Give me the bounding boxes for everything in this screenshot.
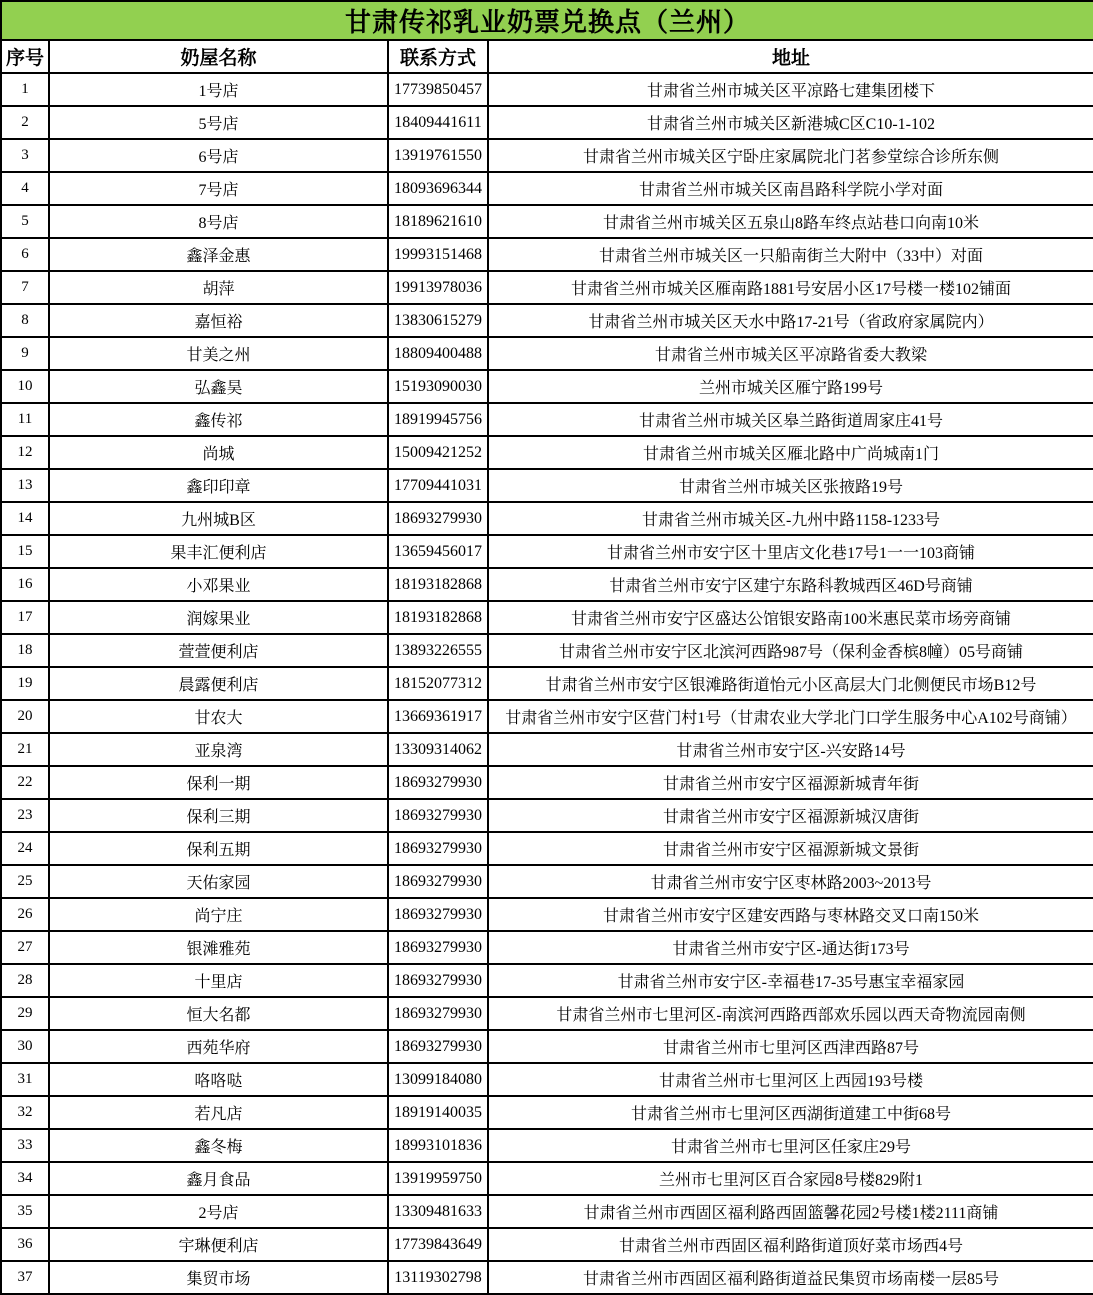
- table-row: [1, 931, 1093, 964]
- cell-phone: 18693279930: [388, 832, 488, 865]
- cell-phone: 18093696344: [388, 172, 488, 205]
- table-row: [1, 1261, 1093, 1294]
- cell-index: 17: [1, 601, 49, 634]
- cell-address: 甘肃省兰州市安宁区北滨河西路987号（保利金香槟8幢）05号商铺: [488, 634, 1093, 667]
- cell-phone: 18189621610: [388, 205, 488, 238]
- cell-phone: 18693279930: [388, 931, 488, 964]
- cell-name: 西苑华府: [49, 1030, 388, 1063]
- cell-address: 甘肃省兰州市城关区张掖路19号: [488, 469, 1093, 502]
- cell-address: 甘肃省兰州市七里河区上西园193号楼: [488, 1063, 1093, 1096]
- table-row: [1, 304, 1093, 337]
- table-row: [1, 997, 1093, 1030]
- cell-address: 甘肃省兰州市安宁区福源新城青年街: [488, 766, 1093, 799]
- cell-phone: 19913978036: [388, 271, 488, 304]
- cell-address: 甘肃省兰州市安宁区营门村1号（甘肃农业大学北门口学生服务中心A102号商铺）: [488, 700, 1093, 733]
- cell-phone: 15193090030: [388, 370, 488, 403]
- cell-address: 甘肃省兰州市城关区雁北路中广尚城南1门: [488, 436, 1093, 469]
- cell-name: 保利一期: [49, 766, 388, 799]
- cell-address: 甘肃省兰州市城关区平凉路省委大教梁: [488, 337, 1093, 370]
- cell-index: 24: [1, 832, 49, 865]
- table-row: [1, 865, 1093, 898]
- table-row: [1, 172, 1093, 205]
- cell-address: 甘肃省兰州市城关区宁卧庄家属院北门茗参堂综合诊所东侧: [488, 139, 1093, 172]
- cell-address: 甘肃省兰州市城关区皋兰路街道周家庄41号: [488, 403, 1093, 436]
- table-row: [1, 238, 1093, 271]
- table-row: [1, 601, 1093, 634]
- cell-phone: 13309481633: [388, 1195, 488, 1228]
- cell-name: 小邓果业: [49, 568, 388, 601]
- cell-index: 14: [1, 502, 49, 535]
- cell-index: 9: [1, 337, 49, 370]
- cell-phone: 18152077312: [388, 667, 488, 700]
- table-row: [1, 1063, 1093, 1096]
- cell-phone: 17739843649: [388, 1228, 488, 1261]
- title-row: [1, 1, 1093, 40]
- cell-address: 甘肃省兰州市城关区新港城C区C10-1-102: [488, 106, 1093, 139]
- cell-phone: 18919945756: [388, 403, 488, 436]
- cell-index: 20: [1, 700, 49, 733]
- cell-address: 甘肃省兰州市安宁区福源新城汉唐街: [488, 799, 1093, 832]
- cell-index: 25: [1, 865, 49, 898]
- cell-name: 嘉恒裕: [49, 304, 388, 337]
- cell-name: 7号店: [49, 172, 388, 205]
- table-row: [1, 535, 1093, 568]
- table-row: [1, 700, 1093, 733]
- table-body: [1, 73, 1093, 1294]
- cell-phone: 13119302798: [388, 1261, 488, 1294]
- cell-index: 32: [1, 1096, 49, 1129]
- cell-index: 4: [1, 172, 49, 205]
- cell-index: 27: [1, 931, 49, 964]
- cell-address: 甘肃省兰州市七里河区任家庄29号: [488, 1129, 1093, 1162]
- cell-index: 34: [1, 1162, 49, 1195]
- cell-address: 甘肃省兰州市安宁区建宁东路科教城西区46D号商铺: [488, 568, 1093, 601]
- cell-index: 13: [1, 469, 49, 502]
- table-row: [1, 1228, 1093, 1261]
- cell-name: 尚城: [49, 436, 388, 469]
- table-row: [1, 1096, 1093, 1129]
- cell-name: 5号店: [49, 106, 388, 139]
- cell-index: 15: [1, 535, 49, 568]
- col-header-address: 地址: [488, 40, 1093, 73]
- table-row: [1, 667, 1093, 700]
- cell-phone: 18993101836: [388, 1129, 488, 1162]
- cell-name: 弘鑫昊: [49, 370, 388, 403]
- cell-name: 保利五期: [49, 832, 388, 865]
- cell-index: 7: [1, 271, 49, 304]
- cell-index: 37: [1, 1261, 49, 1294]
- cell-index: 28: [1, 964, 49, 997]
- cell-address: 甘肃省兰州市城关区一只船南街兰大附中（33中）对面: [488, 238, 1093, 271]
- cell-name: 天佑家园: [49, 865, 388, 898]
- cell-phone: 13659456017: [388, 535, 488, 568]
- cell-phone: 18409441611: [388, 106, 488, 139]
- cell-address: 甘肃省兰州市七里河区西湖街道建工中街68号: [488, 1096, 1093, 1129]
- cell-phone: 17739850457: [388, 73, 488, 106]
- cell-address: 甘肃省兰州市安宁区银滩路街道怡元小区高层大门北侧便民市场B12号: [488, 667, 1093, 700]
- cell-address: 甘肃省兰州市城关区南昌路科学院小学对面: [488, 172, 1093, 205]
- cell-address: 甘肃省兰州市城关区雁南路1881号安居小区17号楼一楼102铺面: [488, 271, 1093, 304]
- cell-name: 亚泉湾: [49, 733, 388, 766]
- cell-name: 甘农大: [49, 700, 388, 733]
- cell-index: 2: [1, 106, 49, 139]
- cell-index: 19: [1, 667, 49, 700]
- cell-index: 26: [1, 898, 49, 931]
- cell-address: 甘肃省兰州市安宁区枣林路2003~2013号: [488, 865, 1093, 898]
- table-row: [1, 469, 1093, 502]
- cell-index: 18: [1, 634, 49, 667]
- cell-address: 甘肃省兰州市安宁区福源新城文景街: [488, 832, 1093, 865]
- table-row: [1, 271, 1093, 304]
- table-row: [1, 832, 1093, 865]
- cell-phone: 13669361917: [388, 700, 488, 733]
- table-row: [1, 1030, 1093, 1063]
- cell-name: 宇琳便利店: [49, 1228, 388, 1261]
- cell-address: 甘肃省兰州市七里河区-南滨河西路西部欢乐园以西天奇物流园南侧: [488, 997, 1093, 1030]
- cell-address: 甘肃省兰州市安宁区-通达街173号: [488, 931, 1093, 964]
- cell-index: 8: [1, 304, 49, 337]
- cell-index: 6: [1, 238, 49, 271]
- table-row: [1, 106, 1093, 139]
- cell-address: 甘肃省兰州市安宁区-兴安路14号: [488, 733, 1093, 766]
- cell-address: 甘肃省兰州市安宁区-幸福巷17-35号惠宝幸福家园: [488, 964, 1093, 997]
- cell-name: 8号店: [49, 205, 388, 238]
- cell-name: 1号店: [49, 73, 388, 106]
- cell-phone: 18193182868: [388, 601, 488, 634]
- cell-index: 33: [1, 1129, 49, 1162]
- cell-address: 甘肃省兰州市城关区-九州中路1158-1233号: [488, 502, 1093, 535]
- cell-index: 35: [1, 1195, 49, 1228]
- cell-index: 16: [1, 568, 49, 601]
- cell-name: 萱萱便利店: [49, 634, 388, 667]
- cell-name: 恒大名都: [49, 997, 388, 1030]
- cell-index: 21: [1, 733, 49, 766]
- table-row: [1, 370, 1093, 403]
- table-row: [1, 733, 1093, 766]
- cell-phone: 18693279930: [388, 964, 488, 997]
- table-row: [1, 403, 1093, 436]
- cell-name: 鑫传祁: [49, 403, 388, 436]
- cell-phone: 13099184080: [388, 1063, 488, 1096]
- cell-name: 鑫印印章: [49, 469, 388, 502]
- cell-name: 甘美之州: [49, 337, 388, 370]
- cell-address: 甘肃省兰州市安宁区建安西路与枣林路交叉口南150米: [488, 898, 1093, 931]
- cell-address: 甘肃省兰州市安宁区盛达公馆银安路南100米惠民菜市场旁商铺: [488, 601, 1093, 634]
- cell-name: 九州城B区: [49, 502, 388, 535]
- cell-phone: 13830615279: [388, 304, 488, 337]
- cell-address: 甘肃省兰州市西固区福利路街道益民集贸市场南楼一层85号: [488, 1261, 1093, 1294]
- cell-name: 银滩雅苑: [49, 931, 388, 964]
- cell-index: 3: [1, 139, 49, 172]
- cell-index: 22: [1, 766, 49, 799]
- cell-index: 29: [1, 997, 49, 1030]
- table-row: [1, 139, 1093, 172]
- table-row: [1, 502, 1093, 535]
- cell-address: 甘肃省兰州市西固区福利路西固篮馨花园2号楼1楼2111商铺: [488, 1195, 1093, 1228]
- cell-phone: 18693279930: [388, 799, 488, 832]
- cell-phone: 18919140035: [388, 1096, 488, 1129]
- cell-index: 31: [1, 1063, 49, 1096]
- cell-name: 果丰汇便利店: [49, 535, 388, 568]
- cell-phone: 18693279930: [388, 502, 488, 535]
- cell-name: 晨露便利店: [49, 667, 388, 700]
- cell-name: 鑫月食品: [49, 1162, 388, 1195]
- col-header-index: 序号: [1, 40, 49, 73]
- table-title: 甘肃传祁乳业奶票兑换点（兰州）: [1, 1, 1093, 40]
- cell-phone: 13893226555: [388, 634, 488, 667]
- cell-address: 甘肃省兰州市西固区福利路街道顶好菜市场西4号: [488, 1228, 1093, 1261]
- table-row: [1, 1195, 1093, 1228]
- cell-name: 若凡店: [49, 1096, 388, 1129]
- table-row: [1, 205, 1093, 238]
- col-header-name: 奶屋名称: [49, 40, 388, 73]
- cell-name: 咯咯哒: [49, 1063, 388, 1096]
- table-row: [1, 1129, 1093, 1162]
- cell-index: 36: [1, 1228, 49, 1261]
- cell-phone: 13919761550: [388, 139, 488, 172]
- cell-phone: 15009421252: [388, 436, 488, 469]
- cell-address: 甘肃省兰州市七里河区西津西路87号: [488, 1030, 1093, 1063]
- table-row: [1, 766, 1093, 799]
- cell-address: 甘肃省兰州市城关区平凉路七建集团楼下: [488, 73, 1093, 106]
- table-row: [1, 436, 1093, 469]
- cell-index: 5: [1, 205, 49, 238]
- cell-index: 23: [1, 799, 49, 832]
- cell-phone: 18693279930: [388, 766, 488, 799]
- cell-address: 兰州市城关区雁宁路199号: [488, 370, 1093, 403]
- cell-name: 鑫泽金惠: [49, 238, 388, 271]
- cell-phone: 13919959750: [388, 1162, 488, 1195]
- cell-index: 12: [1, 436, 49, 469]
- table-row: [1, 568, 1093, 601]
- cell-phone: 19993151468: [388, 238, 488, 271]
- cell-address: 甘肃省兰州市城关区天水中路17-21号（省政府家属院内）: [488, 304, 1093, 337]
- cell-name: 2号店: [49, 1195, 388, 1228]
- table-row: [1, 337, 1093, 370]
- table-row: [1, 898, 1093, 931]
- cell-index: 30: [1, 1030, 49, 1063]
- cell-phone: 13309314062: [388, 733, 488, 766]
- cell-address: 甘肃省兰州市城关区五泉山8路车终点站巷口向南10米: [488, 205, 1093, 238]
- cell-phone: 18193182868: [388, 568, 488, 601]
- table-row: [1, 73, 1093, 106]
- column-header-row: [1, 40, 1093, 73]
- cell-address: 甘肃省兰州市安宁区十里店文化巷17号1一一103商铺: [488, 535, 1093, 568]
- cell-phone: 18693279930: [388, 997, 488, 1030]
- cell-phone: 18693279930: [388, 898, 488, 931]
- cell-name: 十里店: [49, 964, 388, 997]
- table-row: [1, 799, 1093, 832]
- cell-name: 润嫁果业: [49, 601, 388, 634]
- cell-phone: 18809400488: [388, 337, 488, 370]
- cell-address: 兰州市七里河区百合家园8号楼829附1: [488, 1162, 1093, 1195]
- cell-name: 保利三期: [49, 799, 388, 832]
- cell-index: 10: [1, 370, 49, 403]
- col-header-phone: 联系方式: [388, 40, 488, 73]
- cell-name: 集贸市场: [49, 1261, 388, 1294]
- table-row: [1, 964, 1093, 997]
- cell-phone: 17709441031: [388, 469, 488, 502]
- table-row: [1, 1162, 1093, 1195]
- cell-phone: 18693279930: [388, 865, 488, 898]
- cell-name: 尚宁庄: [49, 898, 388, 931]
- cell-phone: 18693279930: [388, 1030, 488, 1063]
- cell-index: 1: [1, 73, 49, 106]
- cell-name: 胡萍: [49, 271, 388, 304]
- cell-name: 鑫冬梅: [49, 1129, 388, 1162]
- cell-name: 6号店: [49, 139, 388, 172]
- table-row: [1, 634, 1093, 667]
- cell-index: 11: [1, 403, 49, 436]
